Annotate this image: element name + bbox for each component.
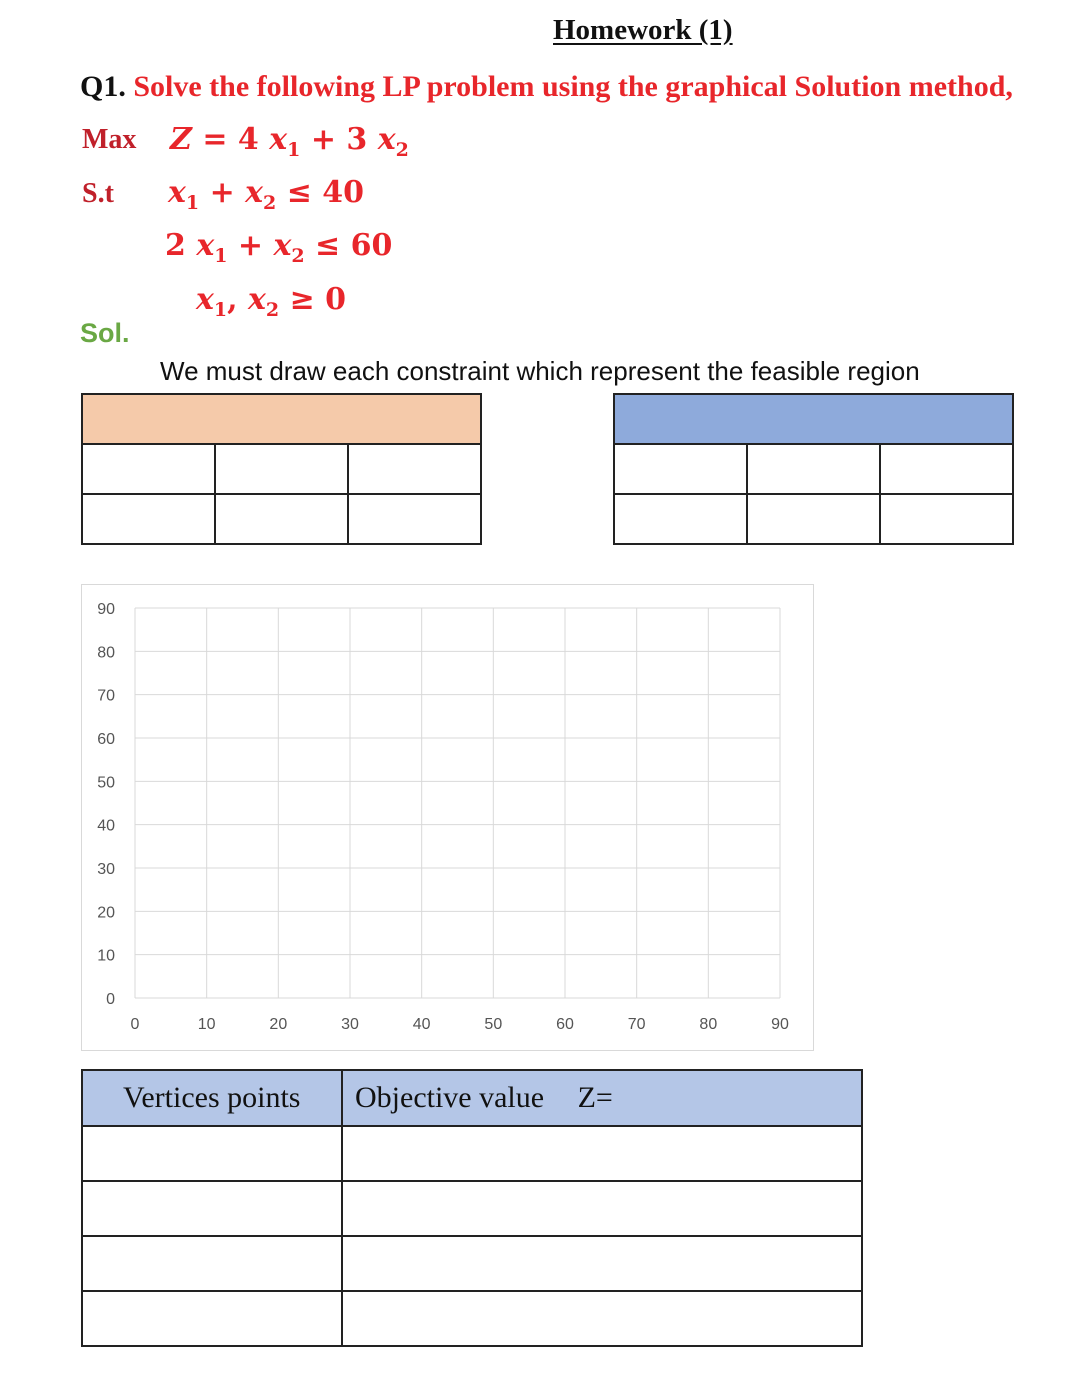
y-tick-label: 50: [97, 774, 115, 792]
table-cell: [342, 1126, 862, 1181]
y-tick-label: 0: [106, 991, 115, 1008]
y-tick-label: 90: [97, 601, 115, 618]
table-cell: [348, 494, 481, 544]
table-cell: [82, 444, 215, 494]
y-tick-label: 30: [97, 861, 115, 878]
table-cell: [342, 1291, 862, 1346]
vertices-header: Vertices points: [123, 1081, 301, 1114]
objective-label: Max: [82, 124, 137, 155]
table-cell: [614, 494, 747, 544]
table-cell: [82, 1126, 342, 1181]
y-tick-label: 70: [97, 687, 115, 705]
x-tick-label: 30: [341, 1016, 359, 1033]
table-cell: [342, 1236, 862, 1291]
objective-header-cell: [342, 1070, 862, 1126]
y-tick-label: 10: [97, 947, 115, 965]
table-cell: [82, 1236, 342, 1291]
table-cell: [880, 494, 1013, 544]
solution-label: Sol.: [80, 318, 130, 348]
constraint-nonneg: $x_1$, $x_2 \ge 0$: [196, 282, 347, 321]
table-cell: [215, 494, 348, 544]
page-title: Homework (1): [553, 14, 733, 46]
table-cell: [348, 444, 481, 494]
graph-grid-chart: [82, 585, 813, 1050]
x-tick-label: 20: [269, 1016, 288, 1033]
x-tick-label: 50: [484, 1016, 503, 1033]
table-cell: [747, 494, 880, 544]
table-cell: [82, 1291, 342, 1346]
x-tick-label: 70: [627, 1016, 646, 1033]
x-tick-label: 80: [699, 1016, 718, 1033]
table-cell: [880, 444, 1013, 494]
table-cell: [82, 494, 215, 544]
y-tick-label: 60: [97, 731, 115, 748]
objective-z-label: Z=: [577, 1081, 613, 1114]
constraint-table-1: [81, 393, 482, 545]
question-number: Q1.: [80, 70, 126, 103]
y-tick-label: 40: [97, 817, 115, 835]
vertices-table: [81, 1069, 863, 1347]
subject-to-label: S.t: [82, 178, 114, 209]
x-tick-label: 40: [412, 1016, 431, 1033]
objective-function: Z = 4 $x_1 + 3$ $x_2$: [170, 122, 409, 161]
constraint-1: $x_1 + x_2 \le 40$: [168, 175, 365, 214]
table-cell: [747, 444, 880, 494]
x-tick-label: 10: [197, 1016, 216, 1033]
table-cell: [215, 444, 348, 494]
question-line: [80, 70, 1013, 104]
table-cell: [614, 444, 747, 494]
objective-header: Objective value: [355, 1081, 545, 1114]
table-cell: [342, 1181, 862, 1236]
x-tick-label: 90: [771, 1016, 789, 1033]
x-tick-label: 0: [130, 1016, 140, 1033]
constraint-2: 2 $x_1 + x_2 \le 60$: [165, 228, 393, 267]
y-tick-label: 20: [97, 904, 115, 922]
constraint-table-2: [613, 393, 1014, 545]
constraint-table-2-header: [614, 394, 1013, 444]
y-tick-label: 80: [97, 644, 115, 662]
question-prompt: Solve the following LP problem using the graphical Solution method,: [133, 70, 1013, 103]
vertices-header-cell: [82, 1070, 342, 1126]
table-cell: [82, 1181, 342, 1236]
constraint-table-1-header: [82, 394, 481, 444]
solution-intro: We must draw each constraint which represent the feasible region: [160, 356, 920, 386]
chart-frame: [81, 584, 814, 1051]
x-tick-label: 60: [556, 1016, 574, 1033]
